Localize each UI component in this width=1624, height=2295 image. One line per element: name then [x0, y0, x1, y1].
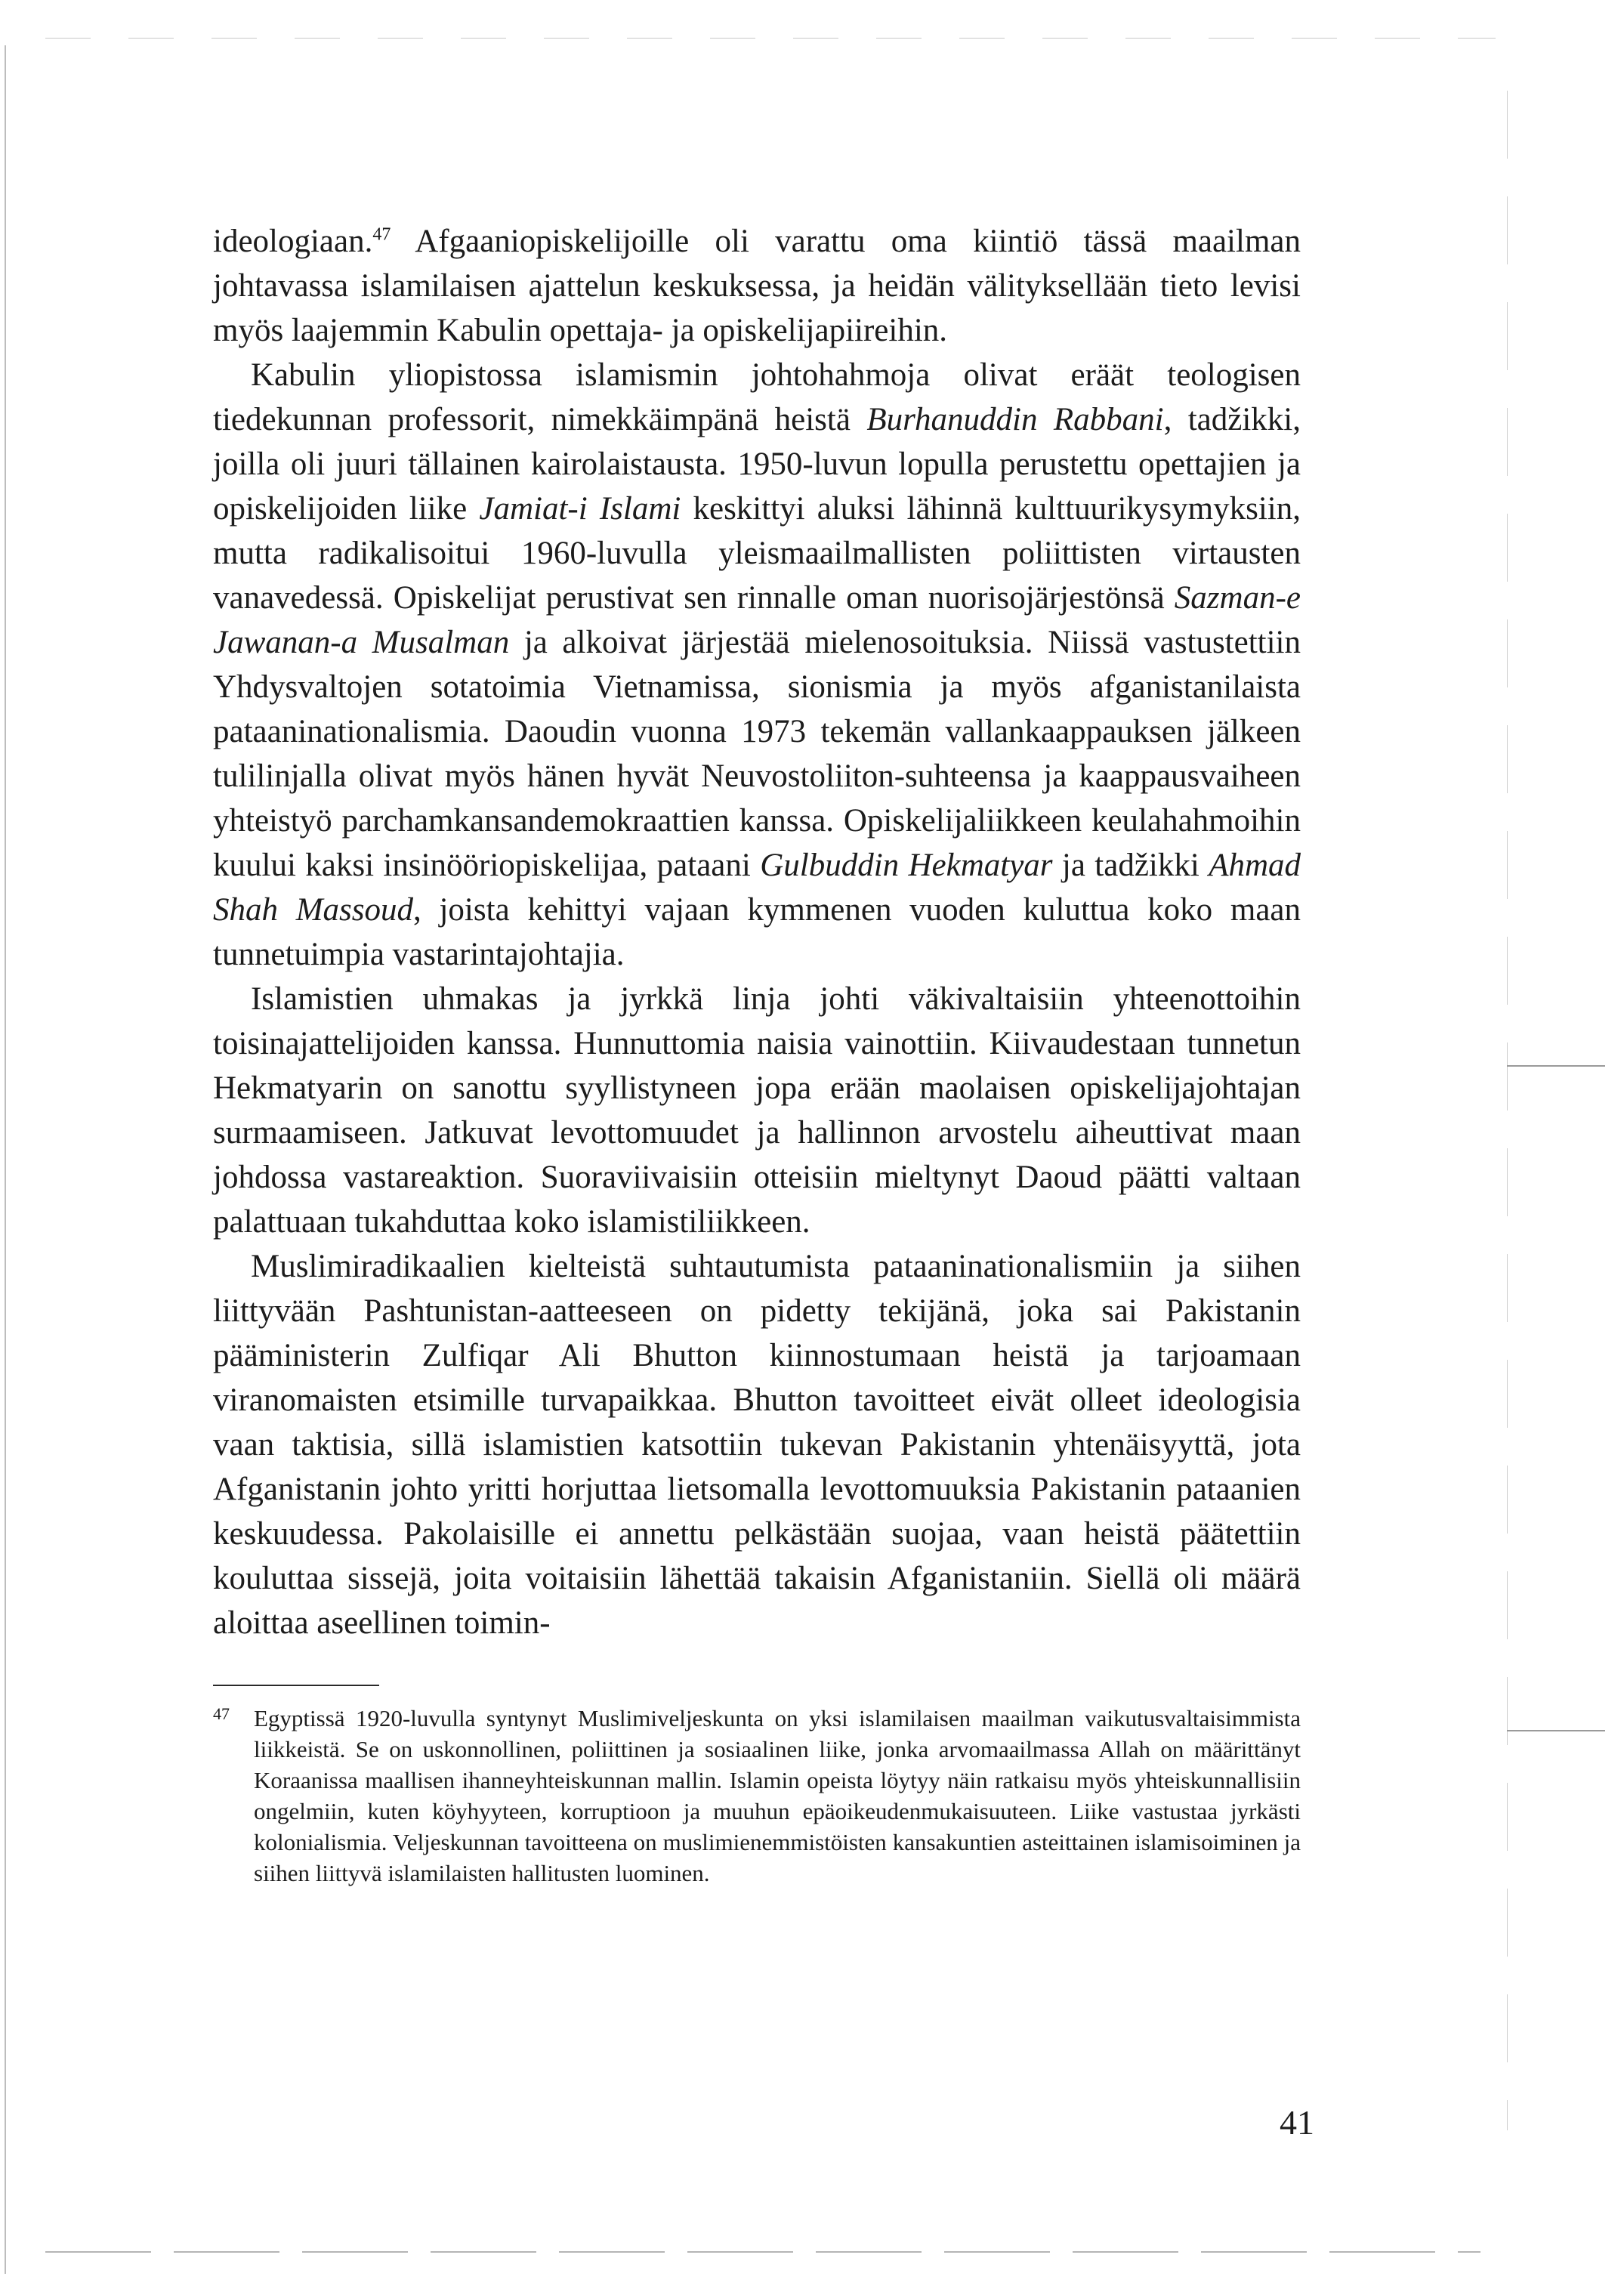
footnote-reference: 47: [372, 224, 391, 245]
footnote-rule: [213, 1685, 379, 1686]
scan-edge-bottom: [45, 2251, 1480, 2253]
paragraph: [213, 1244, 1301, 1645]
paragraph: [213, 353, 1301, 977]
text-run: Islamistien uhmakas ja jyrkkä linja johti väkivaltaisiin yhteenottoihin toisinajattelijoiden kanssa. Hunnuttomia naisia vainottiin. Kiivaudestaan tunnetun Hekmatyarin on sanottu syyllistyneen jopa erään maolaisen opiskelijajohtajan surmaamiseen. Jatkuvat levottomuudet ja hallinnon arvostelu aiheuttivat maan johdossa vastareaktion. Suoraviivaisiin otteisiin mieltynyt Daoud päätti valtaan palattuaan tukahduttaa koko islamistiliikkeen.: [213, 981, 1301, 1240]
text-run: Kabulin yliopistossa islamismin johtohahmoja olivat eräät teologisen tiedekunnan professorit, nimekkäimpänä heistä: [213, 357, 1301, 437]
footnote-mark: 47: [213, 1704, 230, 1723]
text-run: , tadžikki, joilla oli juuri tällainen kairolaistausta. 1950-luvun lopulla perustettu opettajien ja opiskelijoiden liike: [213, 402, 1301, 527]
italic-name: Gulbuddin Hekmatyar: [760, 848, 1053, 883]
footnotes: [213, 1685, 1301, 1889]
scan-edge-top: [45, 38, 1496, 39]
scan-mark: [1507, 1730, 1605, 1731]
paragraph: [213, 219, 1301, 353]
footnote: [213, 1703, 1301, 1889]
page-number: 41: [1280, 2103, 1314, 2142]
text-run: Afgaaniopiskelijoille oli varattu oma kiintiö tässä maailman johtavassa islamilaisen ajattelun keskuksessa, ja heidän välityksellään tieto levisi myös laajemmin Kabulin opettaja- ja opiskelijapiireihin.: [213, 224, 1301, 348]
italic-name: Burhanuddin Rabbani: [866, 402, 1164, 437]
italic-name: Jamiat-i Islami: [479, 491, 681, 527]
text-run: ja alkoivat järjestää mielenosoituksia. Niissä vastustettiin Yhdysvaltojen sotatoimia Vietnamissa, sionismia ja myös afganistanilaista pataaninationalismia. Daoudin vuonna 1973 tekemän vallankaappauksen jälkeen tulilinjalla olivat myös hänen hyvät Neuvostoliiton-suhteensa ja kaappausvaiheen yhteistyö parchamkansandemokraattien kanssa. Opiskelijaliikkeen keulahahmoihin kuului kaksi insinööriopiskelijaa, pataani: [213, 625, 1301, 883]
scan-edge-left: [5, 45, 6, 2274]
body-text: [213, 219, 1301, 1645]
italic-name: Sazman-e Jawanan-a Musalman: [213, 580, 1301, 660]
paragraph: [213, 977, 1301, 1244]
text-run: Muslimiradikaalien kielteistä suhtautumista pataaninationalismiin ja siihen liittyvään Pashtunistan-aatteeseen on pidetty tekijänä, joka sai Pakistanin pääministerin Zulfiqar Ali Bhutton kiinnostumaan heistä ja tarjoamaan viranomaisten etsimille turvapaikkaa. Bhutton tavoitteet eivät olleet ideologisia vaan taktisia, sillä islamistien katsottiin tukevan Pakistanin yhtenäisyyttä, jota Afganistanin johto yritti horjuttaa lietsomalla levottomuuksia Pakistanin pataanien keskuudessa. Pakolaisille ei annettu pelkästään suojaa, vaan heistä päätettiin kouluttaa sissejä, joita voitaisiin lähettää takaisin Afganistaniin. Siellä oli määrä aloittaa aseellinen toimin-: [213, 1249, 1301, 1641]
text-run: keskittyi aluksi lähinnä kulttuurikysymyksiin, mutta radikalisoitui 1960-luvulla yleismaailmallisten poliittisten virtausten vanavedessä. Opiskelijat perustivat sen rinnalle oman nuorisojärjestönsä: [213, 491, 1301, 616]
text-run: , joista kehittyi vajaan kymmenen vuoden kuluttua koko maan tunnetuimpia vastarintajohtajia.: [213, 892, 1301, 972]
italic-name: Ahmad Shah Massoud: [213, 848, 1301, 928]
text-run: ja tadžikki: [1052, 848, 1209, 883]
scan-mark: [1507, 1065, 1605, 1067]
footnote-text: Egyptissä 1920-luvulla syntynyt Muslimiveljeskunta on yksi islamilaisen maailman vaikutusvaltaisimmista liikkeistä. Se on uskonnollinen, poliittinen ja sosiaalinen liike, jonka arvomaailmassa Allah on määrittänyt Koraanissa maallisen ihanneyhteiskunnan mallin. Islamin opeista löytyy näin ratkaisu myös yhteiskunnallisiin ongelmiin, kuten köyhyyteen, korruptioon ja muuhun epäoikeudenmukaisuuteen. Liike vastustaa jyrkästi kolonialismia. Veljeskunnan tavoitteena on muslimienemmistöisten kansakuntien asteittainen islamisoiminen ja siihen liittyvä islamilaisten hallitusten luominen.: [254, 1705, 1301, 1886]
scan-edge-right: [1507, 91, 1508, 2130]
text-run: ideologiaan.: [213, 224, 373, 259]
